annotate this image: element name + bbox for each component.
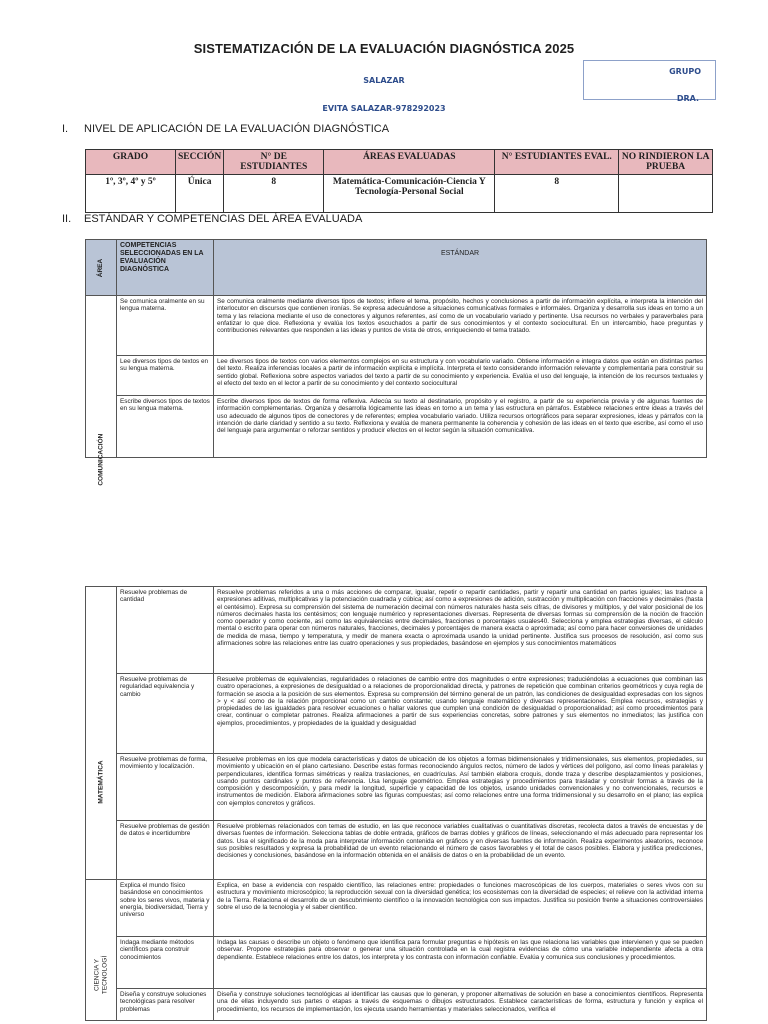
estandar-cell: Explica, en base a evidencia con respaldo científico, las relaciones entre: propiedades o funciones macroscópicas de los cuerpos, materiales o seres vivos con su estructura y movimiento microscópico; la reproducción sexual con la diversidad genética; los ecosistemas con la diversidad de especies; el relieve con la actividad interna de la Tierra. Relaciona el desarrollo de un descubrimiento científico o la innovación tecnológica con sus impactos. Justifica su posición frente a situaciones controversiales sobre el uso de la tecnología y el saber científico. [214,880,707,937]
competencia-cell: Escribe diversos tipos de textos en su lengua materna. [117,396,214,458]
cell-grado: 1º, 3º, 4º y 5º [86,175,176,213]
col-grado: GRADO [86,150,176,175]
estandar-cell: Se comunica oralmente mediante diversos tipos de textos; infiere el tema, propósito, hechos y conclusiones a partir de información explícita, e interpreta la intención del interlocutor en discursos que contienen ironías. Se expresa adecuándose a situaciones comunicativas formales e informales. Organiza y desarrolla sus ideas en torno a un tema y las relaciona mediante el uso de conectores y algunos referentes, así como de un vocabulario variado y pertinente. Usa recursos no verbales y paraverbales para enfatizar lo que dice. Reflexiona y evalúa los textos escuchados a partir de sus conocimientos y el contexto sociocultural. En un intercambio, hace preguntas y contribuciones relevantes que responden a las ideas y puntos de vista de otros, enriqueciendo el tema tratado. [214,296,707,356]
teacher-name: EVITA SALAZAR-978292023 [322,104,446,113]
table-row [86,396,707,458]
cell-no-rindieron [619,175,713,213]
table-row [86,989,707,1021]
estandar-cell: Escribe diversos tipos de textos de forma reflexiva. Adecúa su texto al destinatario, propósito y el registro, a partir de su experiencia previa y de algunas fuentes de información complementarias. Organiza y desarrolla lógicamente las ideas en torno a un tema y las estructura en párrafos. Establece relaciones entre ideas a través del uso adecuado de algunos tipos de conectores y de referentes; emplea vocabulario variado. Utiliza recursos ortográficos para separar expresiones, ideas y párrafos con la intención de darle claridad y sentido a su texto. Reflexiona y evalúa de manera permanente la coherencia y cohesión de las ideas en el texto que escribe, así como el uso del lenguaje para argumentar o reforzar sentidos y producir efectos en el lector según la situación comunicativa. [214,396,707,458]
area-matematica: MATEMÁTICA [97,760,105,804]
estandar-header: ESTÁNDAR [214,240,707,296]
area-ciencia-line-1: CIENCIA Y [93,958,101,992]
estandar-cell: Diseña y construye soluciones tecnológicas al identificar las causas que lo generan, y proponer alternativas de solución en base a conocimientos científicos. Representa una de ellas incluyendo sus partes o etapas a través de esquemas o dibujos estructurados. Establece características de forma, estructura y función y explica el procedimiento, los recursos de implementación, los ejecuta usando herramientas y materiales seleccionados, verifica el [214,989,707,1021]
document-title: SISTEMATIZACIÓN DE LA EVALUACIÓN DIAGNÓSTICA 2025 [193,41,575,56]
cell-areas-evaluadas: Matemática-Comunicación-Ciencia Y Tecnología-Personal Social [324,175,495,213]
school-name: SALAZAR [363,76,405,85]
competencia-cell: Explica el mundo físico basándose en conocimientos sobre los seres vivos, materia y energía, biodiversidad, Tierra y universo [117,880,214,937]
section-2-heading [62,213,362,225]
section-2-title: ESTÁNDAR Y COMPETENCIAS DEL ÁREA EVALUADA [84,213,363,225]
competencia-cell: Resuelve problemas de forma, movimiento y localización. [117,754,214,821]
competencia-cell: Se comunica oralmente en su lengua materna. [117,296,214,356]
table-row [86,821,707,880]
standards-table-header [86,240,707,296]
cell-num-estudiantes: 8 [224,175,324,213]
col-areas-evaluadas: ÁREAS EVALUADAS [324,150,495,175]
section-1-heading [62,123,389,135]
estandar-cell: Resuelve problemas referidos a una o más acciones de comparar, igualar, repetir o repartir cantidades, partir y repartir una cantidad en partes iguales; las traduce a expresiones aditivas, multiplicativas y la potenciación cuadrada y cúbica; así como a expresiones de adición, sustracción y multiplicación con fracciones y decimales (hasta el centésimo). Expresa su comprensión del sistema de numeración decimal con números naturales hasta seis cifras, de divisores y múltiplos, y del valor posicional de los números decimales hasta los centésimos; con lenguaje numérico y representaciones diversas. Representa de diversas formas su comprensión de la noción de fracción como operador y como cociente, así como las equivalencias entre decimales, fracciones o porcentajes usuales40. Selecciona y emplea estrategias diversas, el cálculo mental o escrito para operar con números naturales, fracciones, decimales y porcentajes de manera exacta o aproximada; así como para hacer conversiones de unidades de medida de masa, tiempo y temperatura, y medir de manera exacta o aproximada usando la unidad pertinente. Justifica sus procesos de resolución, así como sus afirmaciones sobre las relaciones entre las cuatro operaciones y sus propiedades, basándose en ejemplos y sus conocimientos matemáticos [214,587,707,674]
competencia-cell: Diseña y construye soluciones tecnológicas para resolver problemas [117,989,214,1021]
matematica-ciencia-standards-table [85,586,707,1021]
estandar-cell: Lee diversos tipos de textos con varios elementos complejos en su estructura y con vocabulario variado. Obtiene información e integra datos que están en distintas partes del texto. Realiza inferencias locales a partir de información explícita e implícita. Interpreta el texto considerando información relevante y complementaria para construir su sentido global. Reflexiona sobre aspectos variados del texto a partir de su conocimiento y experiencia. Evalúa el uso del lenguaje, la intención de los recursos textuales y el efecto del texto en el lector a partir de su conocimiento y del contexto sociocultural [214,356,707,396]
competencia-cell: Resuelve problemas de cantidad [117,587,214,674]
area-ciencia-line-2: TECNOLOGÍ [101,955,108,995]
area-header-cell [86,240,117,296]
section-2-number: II. [62,213,72,225]
section-1-number: I. [62,123,69,135]
competencia-cell: Lee diversos tipos de textos en su lengua materna. [117,356,214,396]
area-matematica-cell [86,587,117,880]
section-1-title: NIVEL DE APLICACIÓN DE LA EVALUACIÓN DIAGNÓSTICA [84,123,390,135]
area-header: ÁREA [97,258,104,277]
estandar-cell: Indaga las causas o describe un objeto o fenómeno que identifica para formular preguntas e hipótesis en las que relaciona las variables que intervienen y que se pueden observar. Propone estrategias para observar o generar una situación controlada en la cual registra evidencias de cómo una variable independiente afecta a otra dependiente. Establece relaciones entre los datos, los interpreta y los contrasta con información confiable. Evalúa y comunica sus conclusiones y procedimientos. [214,937,707,989]
competencias-header: COMPETENCIAS SELECCIONADAS EN LA EVALUACIÓN DIAGNÓSTICA [117,240,214,296]
competencia-cell: Resuelve problemas de regularidad equivalencia y cambio [117,674,214,754]
col-estudiantes-eval: N° ESTUDIANTES EVAL. [495,150,619,175]
application-table [85,149,713,213]
cell-seccion: Única [176,175,224,213]
area-ciencia-cell [86,880,117,1021]
area-comunicacion: COMUNICACIÓN [97,433,105,486]
grupo-label: GRUPO [669,67,701,76]
application-table-row [86,175,713,213]
table-row [86,587,707,674]
table-row [86,754,707,821]
area-comunicacion-cell [86,296,117,486]
area-ciencia [94,956,109,994]
table-row [86,880,707,937]
cell-estudiantes-eval: 8 [495,175,619,213]
col-no-rindieron: NO RINDIERON LA PRUEBA [619,150,713,175]
comunicacion-standards-table [85,239,707,486]
table-row [86,356,707,396]
estandar-cell: Resuelve problemas en los que modela características y datos de ubicación de los objetos a formas bidimensionales y tridimensionales, sus elementos, propiedades, su movimiento y ubicación en el plano cartesiano. Describe estas formas reconociendo ángulos rectos, número de lados y vértices del polígono, así como líneas paralelas y perpendiculares, identifica formas simétricas y realiza traslaciones, en cuadrículas. Así también elabora croquis, donde traza y describe desplazamientos y posiciones, usando puntos cardinales y puntos de referencia. Usa lenguaje geométrico. Emplea estrategias y procedimientos para trasladar y construir formas a través de la composición y descomposición, y para medir la longitud, superficie y capacidad de los objetos, usando unidades convencionales y no convencionales, recursos e instrumentos de medición. Elabora afirmaciones sobre las figuras compuestas; así como relaciones entre una forma tridimensional y su desarrollo en el plano; las explica con ejemplos concretos y gráficos. [214,754,707,821]
dra-label: DRA. [676,94,699,103]
col-num-estudiantes: N° DE ESTUDIANTES [224,150,324,175]
estandar-cell: Resuelve problemas relacionados con temas de estudio, en las que reconoce variables cualitativas o cuantitativas discretas, recolecta datos a través de encuestas y de diversas fuentes de información. Selecciona tablas de doble entrada, gráficos de barras dobles y gráficos de líneas, seleccionando el más adecuado para representar los datos. Usa el significado de la moda para interpretar información contenida en gráficos y en diversas fuentes de información. Realiza experimentos aleatorios, reconoce sus posibles resultados y expresa la probabilidad de un evento relacionando el número de casos favorables y el total de casos posibles. Elabora y justifica predicciones, decisiones y conclusiones, basándose en la información obtenida en el análisis de datos o en la probabilidad de un evento. [214,821,707,880]
estandar-cell: Resuelve problemas de equivalencias, regularidades o relaciones de cambio entre dos magnitudes o entre expresiones; traduciéndolas a ecuaciones que combinan las cuatro operaciones, a expresiones de desigualdad o a relaciones de proporcionalidad directa, y patrones de repetición que combinan criterios geométricos y cuya regla de formación se asocia a la posición de sus elementos. Expresa su comprensión del término general de un patrón, las condiciones de desigualdad expresadas con los signos > y < así como de la relación proporcional como un cambio constante; usando lenguaje matemático y diversas representaciones. Emplea recursos, estrategias y propiedades de las igualdades para resolver ecuaciones o hallar valores que cumplen una condición de desigualdad o proporcionalidad; así como procedimientos para crear, continuar o completar patrones. Realiza afirmaciones a partir de sus experiencias concretas, sobre patrones y sus elementos no inmediatos; las justifica con ejemplos, procedimientos, y propiedades de la igualdad y desigualdad [214,674,707,754]
competencia-cell: Resuelve problemas de gestión de datos e incertidumbre [117,821,214,880]
col-seccion: SECCIÓN [176,150,224,175]
application-table-header [86,150,713,175]
table-row [86,296,707,356]
table-row [86,674,707,754]
competencia-cell: Indaga mediante métodos científicos para construir conocimientos [117,937,214,989]
grupo-box [583,60,716,103]
table-row [86,937,707,989]
